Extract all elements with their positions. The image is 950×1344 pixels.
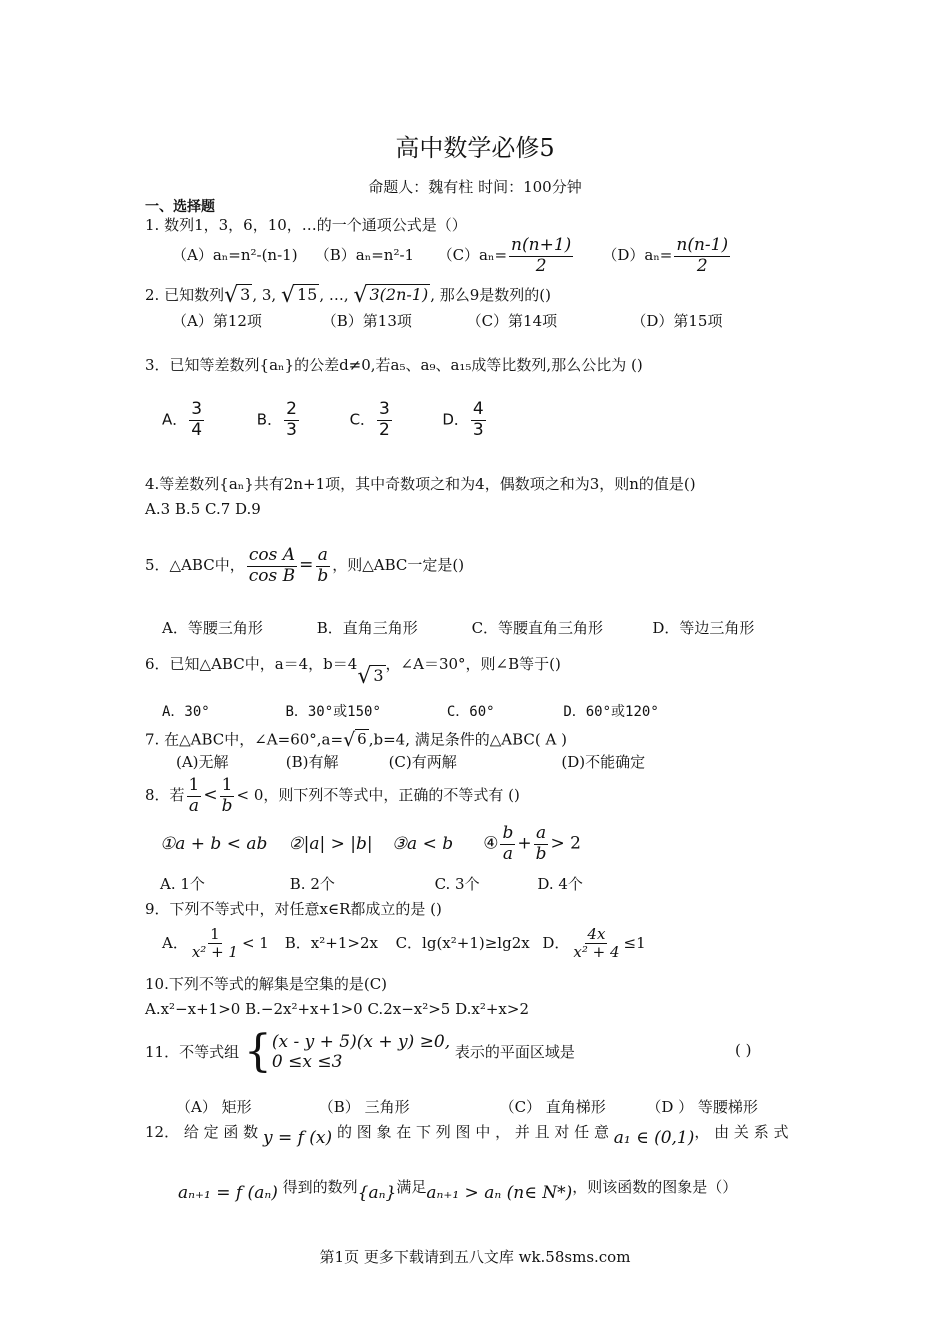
option-b: (B)有解 <box>285 753 339 771</box>
option-c: （C）aₙ= $\frac{n(n+1)}{2}$ <box>437 235 572 276</box>
question-4-stem: 4.等差数列{aₙ}共有2n+1项，其中奇数项之和为4，偶数项之和为3，则n的值是() <box>145 475 696 493</box>
option-b: B． $\frac{2}{3}$ <box>256 399 297 440</box>
section-heading: 一、选择题 <box>145 199 215 215</box>
question-2-stem: 2. 已知数列√ 3 , 3, √ 15 , …, √ 3(2n-1) , 那么9是数列的() <box>145 283 551 308</box>
sqrt-expression: √ 15 <box>280 283 318 308</box>
sqrt-expression: √ 3(2n-1) <box>353 283 429 308</box>
question-5-stem: 5．△ABC中， $\frac{\text{cos A}}{\text{cos B}}$ = $\frac{a}{b}$ ，则△ABC一定是() <box>145 545 465 586</box>
sqrt-expression: √ 3 <box>224 283 251 308</box>
question-7-stem: 7. 在△ABC中，∠A=60°,a=√ 6 ,b=4, 满足条件的△ABC( A ) <box>145 729 567 751</box>
statement-4: ④ $\frac{b}{a}$ + $\frac{a}{b}$ > 2 <box>483 823 581 864</box>
question-11-stem: 11．不等式组 { (x - y + 5)(x + y) ≥0, 0 ≤x ≤3 表示的平面区域是 <box>145 1026 575 1077</box>
option-c: (C)有两解 <box>388 753 457 771</box>
option-c: C． $\frac{3}{2}$ <box>349 399 390 440</box>
answer-blank: ( ) <box>735 1041 752 1059</box>
question-11-options <box>176 1098 758 1116</box>
statement-2: ②|a| > |b| <box>288 833 373 854</box>
option-b: B．x²+1>2x <box>284 933 378 952</box>
option-d: （D ） 等腰梯形 <box>646 1098 758 1116</box>
page-title: 高中数学必修5 <box>395 134 555 162</box>
option-a: A． $\frac{3}{4}$ <box>162 399 203 440</box>
question-3-options <box>162 400 488 440</box>
option-c: C．60° <box>446 704 495 720</box>
option-a: (A)无解 <box>176 753 229 771</box>
option-a: A. 1个 <box>160 875 205 893</box>
question-12-stem-line1: 12． 给 定 函 数 y = f (x) 的 图 象 在 下 列 图 中 ， 并 且 对 任 意 a₁ ∈ (0,1)， 由 关 系 式 <box>145 1123 789 1148</box>
question-1-stem: 1. 数列1，3，6，10，…的一个通项公式是（） <box>145 216 467 234</box>
question-2-options <box>172 312 722 330</box>
option-a: （A）第12项 <box>172 312 262 330</box>
question-4-options: A.3 B.5 C.7 D.9 <box>145 500 261 518</box>
inequality-system: (x - y + 5)(x + y) ≥0, 0 ≤x ≤3 <box>271 1031 451 1072</box>
statement-1: ①a + b < ab <box>160 833 268 854</box>
option-c: C．lg(x²+1)≥lg2x <box>395 933 530 952</box>
option-c: C．等腰直角三角形 <box>471 619 604 637</box>
question-8-items <box>160 824 581 864</box>
option-d: （D）aₙ= $\frac{n(n-1)}{2}$ <box>602 235 729 276</box>
question-5-options <box>162 619 754 637</box>
question-12-stem-line2: aₙ₊₁ = f (aₙ) 得到的数列{aₙ}满足aₙ₊₁ > aₙ (n∈ N*)，则该函数的图象是（） <box>178 1178 738 1203</box>
option-c: C. 3个 <box>434 875 480 893</box>
option-a: A． $\frac{1}{\text{x² + 1}}$ < 1 <box>162 925 269 962</box>
option-b: B．直角三角形 <box>316 619 418 637</box>
option-d: D． $\frac{4}{3}$ <box>442 399 484 440</box>
option-c: （C） 直角梯形 <box>499 1098 606 1116</box>
option-d: D．等边三角形 <box>652 619 755 637</box>
option-d: D. 4个 <box>537 875 583 893</box>
statement-3: ③a < b <box>391 833 454 854</box>
option-d: （D）第15项 <box>631 312 723 330</box>
option-b: B. 2个 <box>289 875 335 893</box>
option-d: (D)不能确定 <box>561 753 646 771</box>
question-8-stem: 8．若 $\frac{1}{a}$ < $\frac{1}{b}$ < 0，则下列不等式中，正确的不等式有 () <box>145 775 520 816</box>
question-9-stem: 9．下列不等式中，对任意x∈R都成立的是 () <box>145 900 442 918</box>
question-7-options <box>176 753 645 771</box>
option-b: （B） 三角形 <box>318 1098 410 1116</box>
question-1-options <box>172 236 732 276</box>
question-10-options: A.x²−x+1>0 B.−2x²+x+1>0 C.2x−x²>5 D.x²+x>2 <box>145 1000 529 1018</box>
option-a: （A） 矩形 <box>176 1098 252 1116</box>
option-a: A．等腰三角形 <box>162 619 263 637</box>
question-9-options <box>162 926 646 962</box>
option-b: （B）aₙ=n²-1 <box>314 246 415 265</box>
option-a: A．30° <box>162 704 210 720</box>
option-b: （B）第13项 <box>321 312 412 330</box>
question-8-options <box>160 875 583 893</box>
option-d: D．60°或120° <box>563 704 659 720</box>
option-c: （C）第14项 <box>466 312 558 330</box>
option-d: D． $\frac{4x}{\text{x² + 4}}$ ≤1 <box>542 925 646 962</box>
question-6-stem: 6．已知△ABC中，a＝4，b＝4√ 3，∠A＝30°，则∠B等于() <box>145 655 561 689</box>
question-10-stem: 10.下列不等式的解集是空集的是(C) <box>145 975 388 993</box>
option-b: B．30°或150° <box>285 704 381 720</box>
brace-icon: { <box>243 1026 272 1077</box>
author-time-line: 命题人：魏有柱 时间：100分钟 <box>368 178 582 196</box>
question-6-options <box>162 704 659 721</box>
question-3-stem: 3．已知等差数列{aₙ}的公差d≠0,若a₅、a₉、a₁₅成等比数列,那么公比为 () <box>145 356 643 374</box>
option-a: （A）aₙ=n²-(n-1) <box>172 246 298 265</box>
page-footer: 第1页 更多下载请到五八文库 wk.58sms.com <box>319 1248 631 1266</box>
